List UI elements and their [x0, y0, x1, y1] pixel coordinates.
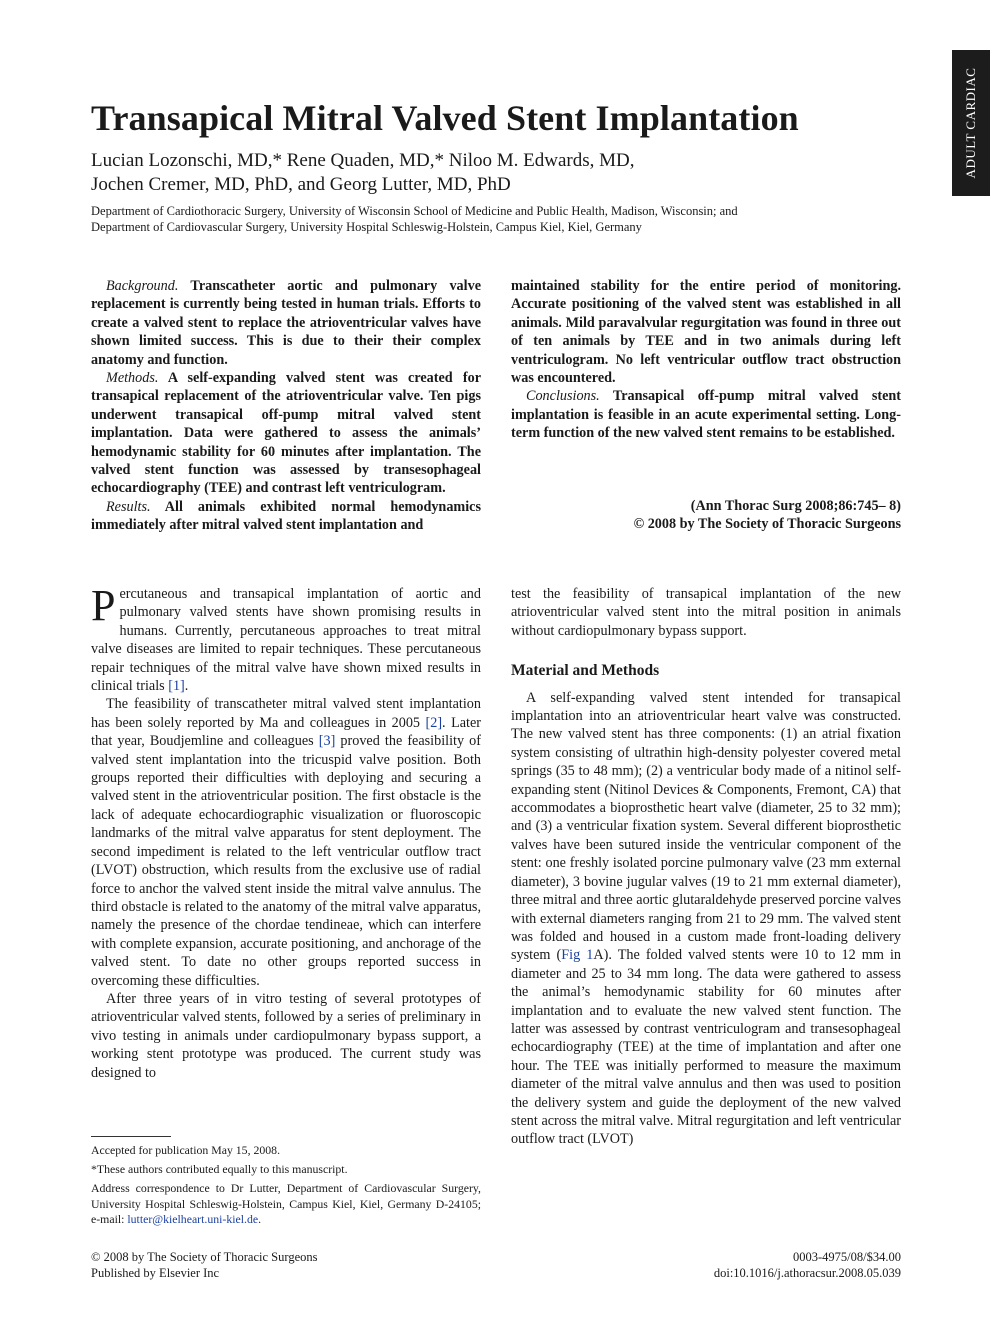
abstract-right-column — [511, 277, 901, 443]
intro-paragraph-4: test the feasibility of transapical implantation of the new atrioventricular valved stent into the mitral position in animals without cardiopulmonary bypass support. — [511, 586, 901, 639]
abstract-methods: Methods. A self-expanding valved stent was created for transapical replacement of the atrioventricular valve. Ten pigs underwent transapical off-pump mitral valved stent implantation. Data were gathered to assess the animals’ hemodynamic stability for 60 minutes after implantation. The valved stent function was assessed by transesophageal echocardiography (TEE) and contrast left ventriculogram. — [91, 370, 481, 497]
abstract-background: Background. Transcatheter aortic and pulmonary valve replacement is currently being tested in human trials. Efforts to create a valved stent to replace the atrioventricular valves have shown limited success. This is due to their their complex anatomy and function. — [91, 278, 481, 368]
section-tab-label: ADULT CARDIAC — [963, 67, 978, 179]
results-label: Results. — [106, 498, 151, 515]
abstract-left-column — [91, 277, 481, 535]
abstract-copyright: © 2008 by The Society of Thoracic Surgeons — [633, 516, 901, 532]
affiliations — [91, 204, 738, 235]
footnote-equal-contribution: *These authors contributed equally to this manuscript. — [91, 1162, 348, 1177]
drop-cap: P — [91, 581, 116, 630]
footnote-rule — [91, 1136, 171, 1137]
abstract-results-continued: maintained stability for the entire period of monitoring. Accurate positioning of the valved stent was established in all animals. Mild paravalvular regurgitation was found in three out of ten animals by TEE and in two animals during left ventriculogram. No left ventricular outflow tract obstruction was encountered. — [511, 278, 901, 387]
reference-link-2[interactable]: [2] — [425, 714, 443, 731]
footer-right — [601, 1250, 901, 1281]
background-label: Background. — [106, 278, 179, 294]
email-link[interactable]: lutter@kielheart.uni-kiel.de — [127, 1211, 259, 1226]
methods-label: Methods. — [106, 370, 159, 387]
footer-publisher: Published by Elsevier Inc — [91, 1265, 220, 1280]
footer-doi: doi:10.1016/j.athoracsur.2008.05.039 — [713, 1265, 901, 1280]
reference-link-3[interactable]: [3] — [318, 733, 336, 750]
intro-paragraph-3: After three years of in vitro testing of several prototypes of atrioventricular valved stents, followed by a series of preliminary in vivo testing in animals under cardiopulmonary bypass support, a working stent prototype was produced. The current study was designed to — [91, 990, 481, 1081]
journal-citation: (Ann Thorac Surg 2008;86:745– 8) — [690, 498, 901, 514]
authors-line-1: Lucian Lozonschi, MD,* Rene Quaden, MD,* Niloo M. Edwards, MD, — [91, 150, 635, 171]
section-heading-methods: Material and Methods — [511, 662, 660, 680]
affiliation-line-1: Department of Cardiothoracic Surgery, University of Wisconsin School of Medicine and Public Health, Madison, Wisconsin; and — [91, 204, 738, 218]
footnote-accepted: Accepted for publication May 15, 2008. — [91, 1143, 281, 1157]
body-left-column — [91, 581, 481, 1082]
conclusions-label: Conclusions. — [526, 388, 600, 405]
author-list — [91, 149, 635, 197]
section-tab — [952, 50, 990, 196]
intro-paragraph-1: Percutaneous and transapical implantation of aortic and pulmonary valved stents have shown promising results in humans. Currently, percutaneous approaches to treat mitral valve diseases are limited to repair techniques. These percutaneous repair techniques of the mitral valve have shown mixed results in clinical trials [1]. — [91, 581, 481, 695]
methods-paragraph-1: A self-expanding valved stent intended for transapical implantation into an atrioventricular heart valve was constructed. The new valved stent has three components: (1) an atrial fixation system consisting of ultrathin high-density polyester covered metal springs (35 to 48 mm); (2) a ventricular body made of a nitinol self-expanding stent (Nitinol Devices & Components, Fremont, CA) that accommodates a bioprosthetic heart valve (diameter, 25 to 32 mm); and (3) a ventricular fixation system. Several different bioprosthetic valves have been sutured inside the ventricular component of the stent: one freshly isolated porcine pulmonary valve (23 mm external diameter), 3 bovine jugular valves (19 to 21 mm external diameter), three mitral and three aortic glutaraldehyde preserved porcine valves with external diameters ranging from 21 to 29 mm. The valved stent was folded and housed in a custom made front-loading delivery system (Fig 1A). The folded valved stents were 10 to 12 mm in diameter and 25 to 34 mm long. The data were gathered to assess the animal’s hemodynamic stability for 60 minutes after implantation and to evaluate the new valved stent function. The latter was assessed by contrast ventriculogram and transesophageal echocardiography (TEE) at the time of implantation and after one hour. The TEE was initially performed to measure the maximum diameter of the mitral valve annulus and then was used to position the delivery system and guide the deployment of the new valved stent across the mitral valve. Mitral regurgitation and left ventricular outflow tract (LVOT) — [511, 689, 901, 1148]
intro-paragraph-2: The feasibility of transcatheter mitral valved stent implantation has been solely reported by Ma and colleagues in 2005 [2]. Later that year, Boudjemline and colleagues [3] proved the feasibility of valved stent implantation into the tricuspid valve position. Both groups reported their difficulties with deploying and securing a valved stent in the atrioventricular position. The first obstacle is the lack of adequate echocardiographic visualization or fluoroscopic landmarks of the mitral valve apparatus for stent deployment. The second impediment is related to the left ventricular outflow tract (LVOT) obstruction, which results from the exclusive use of radial force to anchor the valved stent inside the mitral valve annulus. The third obstacle is related to the anatomy of the mitral valve apparatus, namely the presence of the chordae tendineae, which can interfere with complete expansion, accurate positioning, and anchorage of the valved stent. To date no other groups reported success in overcoming these difficulties. — [91, 696, 481, 989]
footnote-correspondence: Address correspondence to Dr Lutter, Department of Cardiovascular Surgery, University Hospital Schleswig-Holstein, Campus Kiel, Kiel, Germany D-24105; e-mail: lutter@kielheart.uni-kiel.de. — [91, 1181, 481, 1226]
authors-line-2: Jochen Cremer, MD, PhD, and Georg Lutter, MD, PhD — [91, 174, 511, 195]
article-title: Transapical Mitral Valved Stent Implantation — [91, 98, 799, 138]
body-right-column — [511, 585, 901, 1149]
affiliation-line-2: Department of Cardiovascular Surgery, University Hospital Schleswig-Holstein, Campus Kiel, Kiel, Germany — [91, 219, 642, 234]
abstract-conclusions: Conclusions. Transapical off-pump mitral valved stent implantation is feasible in an acute experimental setting. Long-term function of the new valved stent remains to be established. — [511, 388, 901, 442]
footer-copyright: © 2008 by The Society of Thoracic Surgeons — [91, 1250, 318, 1264]
footer-issn: 0003-4975/08/$34.00 — [793, 1250, 901, 1264]
footer-left — [91, 1250, 317, 1281]
figure-link-1[interactable]: Fig 1 — [561, 947, 594, 964]
reference-link-1[interactable]: [1] — [168, 678, 185, 695]
abstract-results: Results. All animals exhibited normal hemodynamics immediately after mitral valved stent implantation and — [91, 498, 481, 534]
footnotes — [91, 1143, 481, 1227]
